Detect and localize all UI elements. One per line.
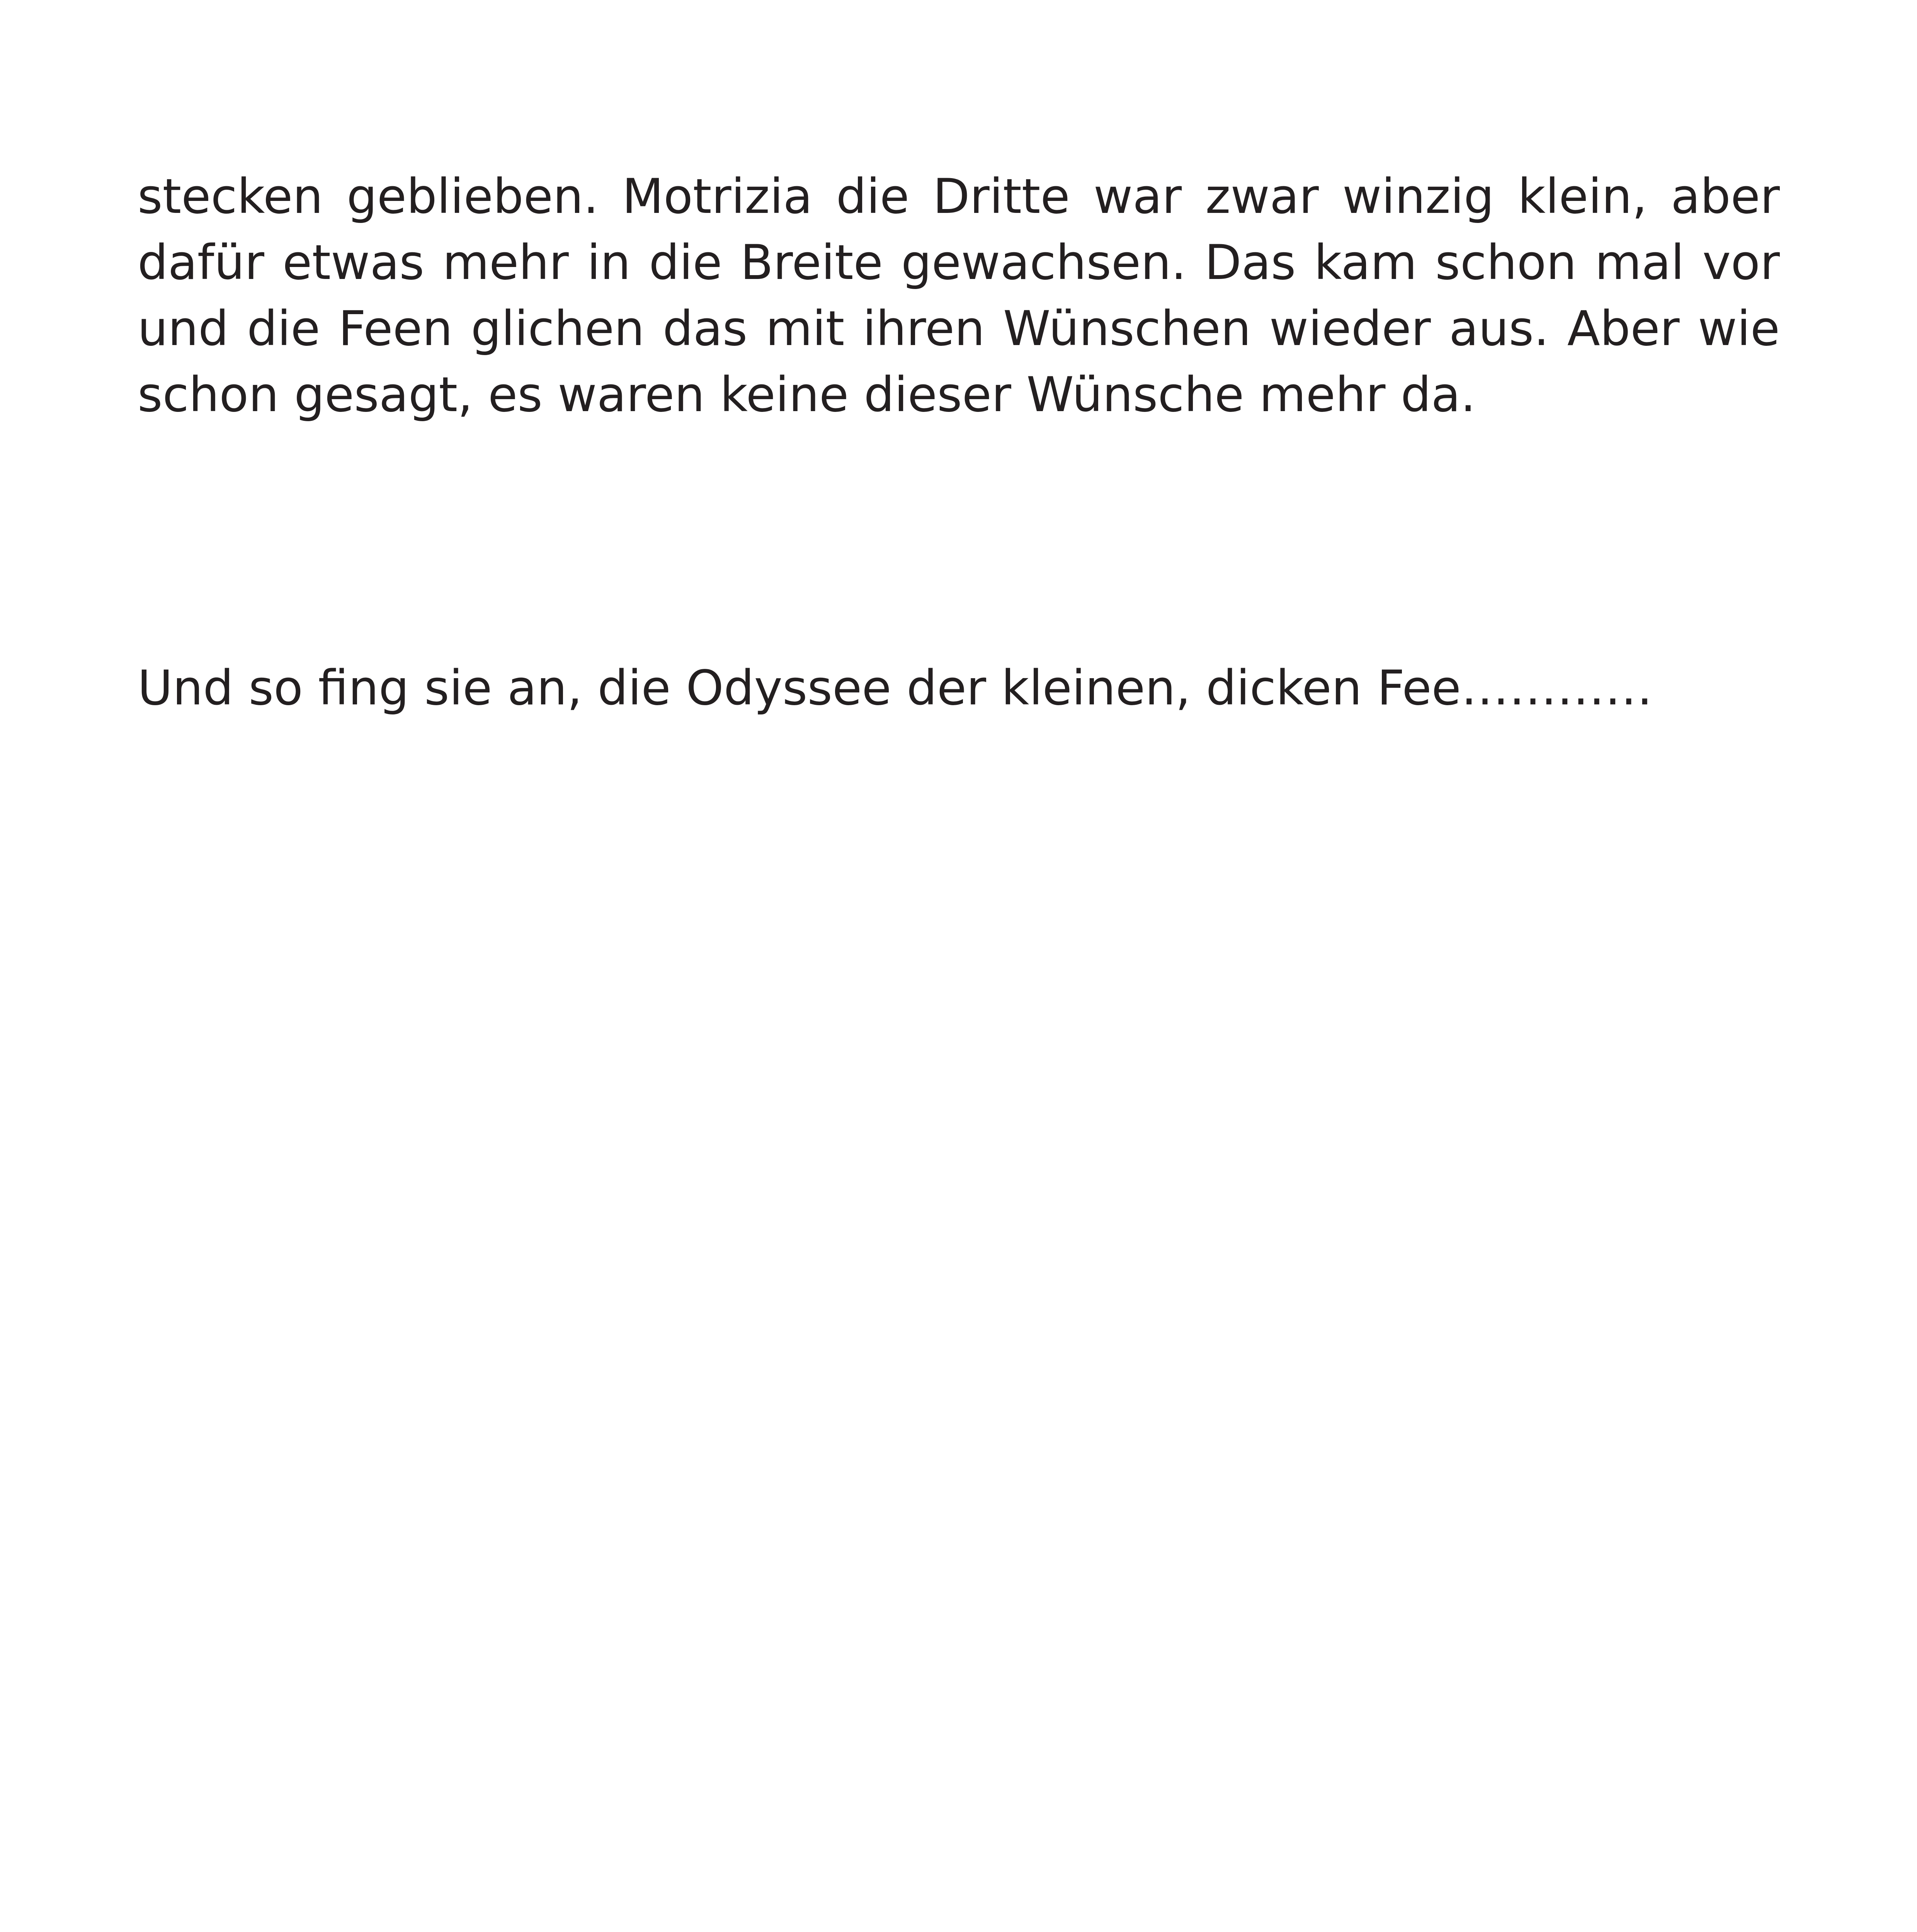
body-paragraph-1: stecken geblieben. Motrizia die Dritte war zwar winzig klein, aber dafür etwas mehr in die Breite gewachsen. Das kam schon mal vor und die Feen glichen das mit ihren Wünschen wieder aus. Aber wie schon gesagt, es waren keine dieser Wünsche mehr da. [138, 169, 1780, 423]
body-paragraph-2: Und so fing sie an, die Odyssee der kleinen, dicken Fee………… [138, 660, 1653, 716]
